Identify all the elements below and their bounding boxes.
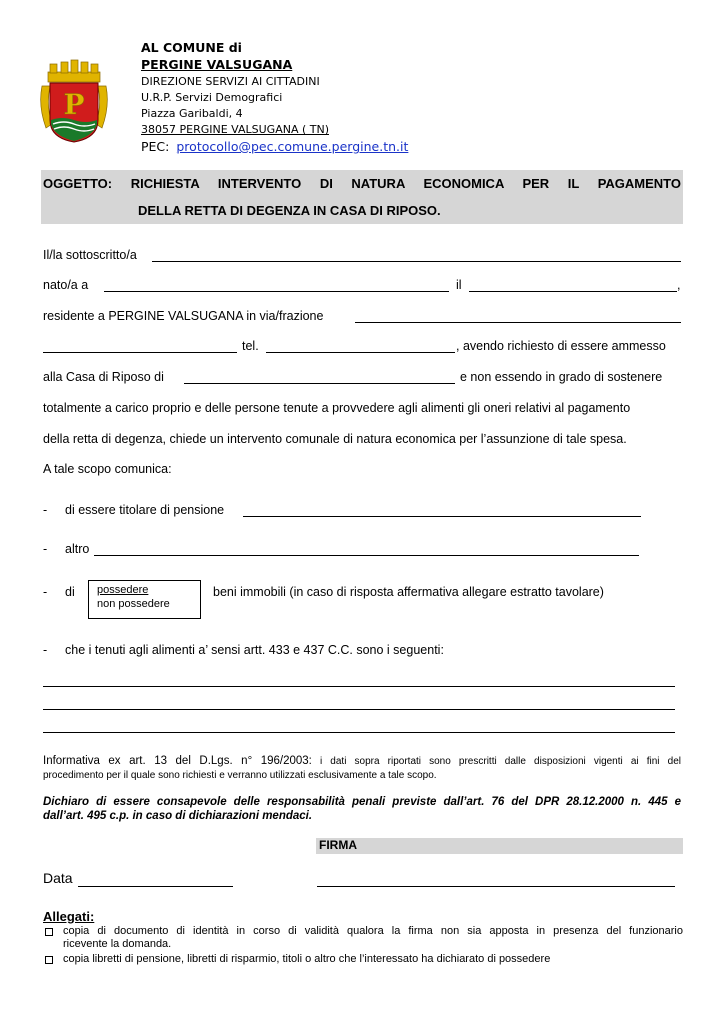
residente-label: residente a PERGINE VALSUGANA in via/frazione: [43, 309, 324, 323]
informativa-lead: Informativa ex art. 13 del D.Lgs. n° 196/2003:: [43, 755, 312, 767]
tel-label: tel.: [242, 339, 259, 353]
pensione-label: di essere titolare di pensione: [65, 503, 225, 517]
pec-line: [141, 138, 541, 156]
firma-label: FIRMA: [319, 838, 357, 852]
recipient-to: AL COMUNE di: [141, 40, 242, 55]
checkbox-icon: [45, 928, 53, 936]
allegati-item-1-text-cont: ricevente la domanda.: [63, 938, 172, 950]
pec-link[interactable]: protocollo@pec.comune.pergine.tn.it: [176, 139, 409, 154]
tenuti-field-1[interactable]: [43, 686, 675, 687]
option-non-possedere[interactable]: non possedere: [97, 598, 170, 610]
body-line-8: A tale scopo comunica:: [43, 462, 172, 476]
body-line-6: totalmente a carico proprio e delle persone tenute a provvedere agli alimenti gli oneri relativi al pagamento: [43, 401, 631, 415]
firma-band: [316, 838, 683, 854]
recipient-comune: PERGINE VALSUGANA: [141, 57, 293, 72]
dichiaro-line-1: Dichiaro di essere consapevole delle responsabilità penali previste dall’art. 76 del DPR 28.12.2000 n. 445 e: [43, 796, 681, 808]
sottoscritto-label: Il/la sottoscritto/a: [43, 248, 137, 262]
subject-line-2: DELLA RETTA DI DEGENZA IN CASA DI RIPOSO.: [138, 203, 441, 218]
dichiaro-line-2: dall’art. 495 c.p. in caso di dichiarazioni mendaci.: [43, 810, 313, 822]
option-possedere[interactable]: possedere: [97, 584, 149, 596]
allegati-item-2: [43, 953, 550, 966]
data-label: Data: [43, 870, 73, 886]
di-label: di: [65, 585, 75, 599]
nato-field[interactable]: [104, 291, 449, 292]
informativa-line-1: [43, 755, 681, 767]
altro-field[interactable]: [94, 555, 639, 556]
firma-field[interactable]: [317, 886, 675, 887]
casa-riposo-label: alla Casa di Riposo di: [43, 370, 164, 384]
logo-letter: P: [63, 88, 85, 121]
comma: ,: [677, 278, 681, 292]
tenuti-field-2[interactable]: [43, 709, 675, 710]
indirizzo-field[interactable]: [43, 352, 237, 353]
dash: -: [43, 542, 48, 556]
dash: -: [43, 585, 48, 599]
checkbox-icon: [45, 956, 53, 964]
sottoscritto-field[interactable]: [152, 261, 681, 262]
body-line-7: della retta di degenza, chiede un intervento comunale di natura economica per l’assunzione di tale spesa.: [43, 432, 627, 446]
recipient-line-2: U.R.P. Servizi Demografici: [141, 91, 283, 104]
residenza-field[interactable]: [355, 322, 681, 323]
allegati-item-2-text: copia libretti di pensione, libretti di risparmio, titoli o altro che l’interessato ha dichiarato di possedere: [63, 953, 551, 965]
informativa-rest: i dati sopra riportati sono prescritti dalle disposizioni vigenti ai fini del: [311, 756, 681, 767]
comune-logo: [38, 58, 110, 144]
birth-date-field[interactable]: [469, 291, 677, 292]
informativa-line-2: procedimento per il quale sono richiesti e verranno utilizzati esclusivamente a tale scopo.: [43, 770, 437, 781]
dash: -: [43, 503, 48, 517]
allegati-title: Allegati:: [43, 909, 95, 924]
altro-label: altro: [65, 542, 90, 556]
nato-label: nato/a a: [43, 278, 89, 292]
pensione-field[interactable]: [243, 516, 641, 517]
il-label: il: [456, 278, 462, 292]
immobili-text: beni immobili (in caso di risposta affermativa allegare estratto tavolare): [213, 585, 604, 599]
recipient-line-3: Piazza Garibaldi, 4: [141, 107, 243, 120]
sostenere-text: e non essendo in grado di sostenere: [460, 370, 663, 384]
tenuti-text: che i tenuti agli alimenti a’ sensi artt. 433 e 437 C.C. sono i seguenti:: [65, 643, 444, 657]
data-field[interactable]: [78, 886, 233, 887]
dash: -: [43, 643, 48, 657]
allegati-item-1-text: copia di documento di identità in corso di validità qualora la firma non sia apposta in presenza del funzionario: [63, 925, 683, 937]
recipient-line-4: 38057 PERGINE VALSUGANA ( TN): [141, 123, 329, 136]
recipient-line-1: DIREZIONE SERVIZI AI CITTADINI: [141, 75, 320, 88]
pec-label: PEC:: [141, 139, 170, 154]
recipient-block: [141, 40, 541, 156]
ammesso-text: , avendo richiesto di essere ammesso: [456, 339, 666, 353]
allegati-item-1: [43, 925, 683, 951]
subject-line-1: OGGETTO: RICHIESTA INTERVENTO DI NATURA ECONOMICA PER IL PAGAMENTO: [43, 176, 681, 191]
casa-riposo-field[interactable]: [184, 383, 455, 384]
tel-field[interactable]: [266, 352, 455, 353]
possesso-select[interactable]: [88, 580, 201, 619]
tenuti-field-3[interactable]: [43, 732, 675, 733]
